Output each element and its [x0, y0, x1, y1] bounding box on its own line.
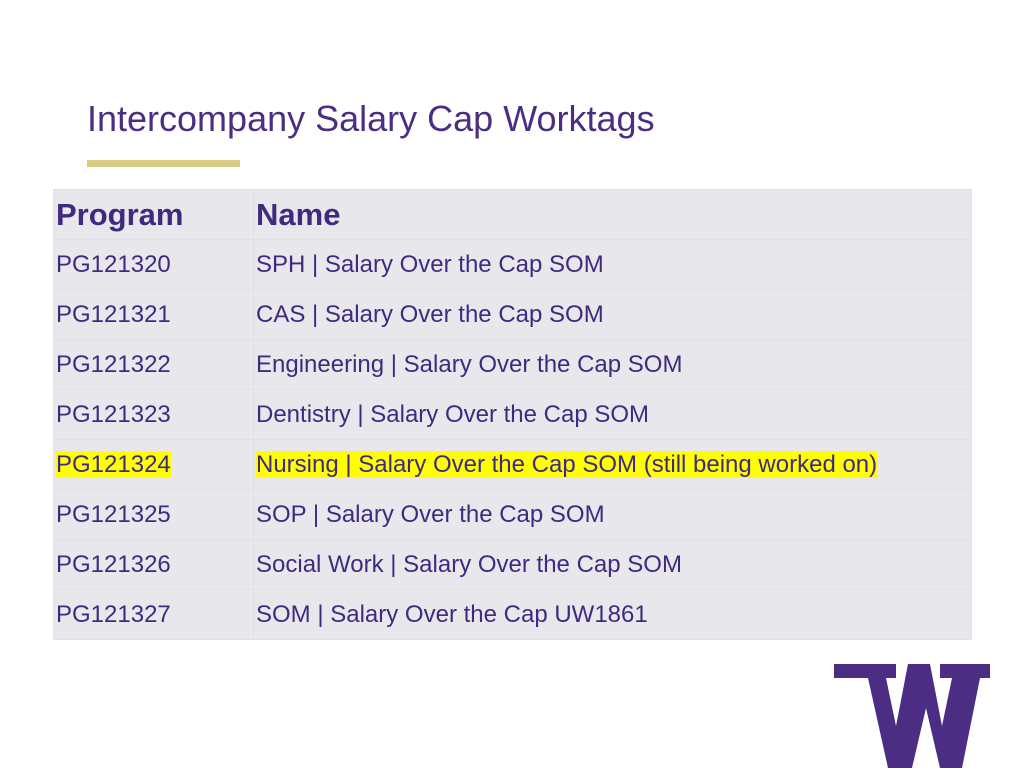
- program-code: PG121322: [56, 350, 171, 378]
- worktag-name: Social Work | Salary Over the Cap SOM: [256, 550, 682, 578]
- program-cell: [54, 390, 254, 440]
- name-cell: [254, 440, 972, 490]
- column-header-program: Program: [54, 190, 254, 240]
- name-cell: [254, 340, 972, 390]
- program-cell: [54, 290, 254, 340]
- program-cell: [54, 540, 254, 590]
- name-cell: [254, 490, 972, 540]
- name-cell: [254, 240, 972, 290]
- worktag-name: SOM | Salary Over the Cap UW1861: [256, 600, 648, 628]
- table-row: [54, 390, 972, 440]
- uw-w-logo-icon: [834, 664, 990, 768]
- worktag-name: Engineering | Salary Over the Cap SOM: [256, 350, 683, 378]
- table-row: [54, 340, 972, 390]
- worktags-table: [53, 189, 972, 640]
- table-header-row: [54, 190, 972, 240]
- program-code: PG121321: [56, 300, 171, 328]
- program-code: PG121320: [56, 250, 171, 278]
- table-row: [54, 290, 972, 340]
- table-row: [54, 240, 972, 290]
- program-code: PG121323: [56, 400, 171, 428]
- program-code: PG121326: [56, 550, 171, 578]
- name-cell: [254, 390, 972, 440]
- program-code: PG121325: [56, 500, 171, 528]
- table-row-highlighted: [54, 440, 972, 490]
- program-cell: [54, 440, 254, 490]
- name-cell: [254, 290, 972, 340]
- worktag-name: CAS | Salary Over the Cap SOM: [256, 300, 604, 328]
- program-cell: [54, 240, 254, 290]
- column-header-name: Name: [254, 190, 972, 240]
- program-cell: [54, 340, 254, 390]
- worktag-name: SOP | Salary Over the Cap SOM: [256, 500, 605, 528]
- table-row: [54, 590, 972, 640]
- program-code: PG121327: [56, 600, 171, 628]
- name-cell: [254, 590, 972, 640]
- program-cell: [54, 590, 254, 640]
- table-row: [54, 490, 972, 540]
- worktag-name-highlighted: Nursing | Salary Over the Cap SOM (still being worked on): [256, 450, 878, 478]
- program-cell: [54, 490, 254, 540]
- worktag-name: Dentistry | Salary Over the Cap SOM: [256, 400, 650, 428]
- name-cell: [254, 540, 972, 590]
- program-code-highlighted: PG121324: [56, 450, 171, 478]
- worktag-name: SPH | Salary Over the Cap SOM: [256, 250, 604, 278]
- table-row: [54, 540, 972, 590]
- page-title: Intercompany Salary Cap Worktags: [87, 98, 655, 139]
- title-underline-divider: [87, 160, 240, 167]
